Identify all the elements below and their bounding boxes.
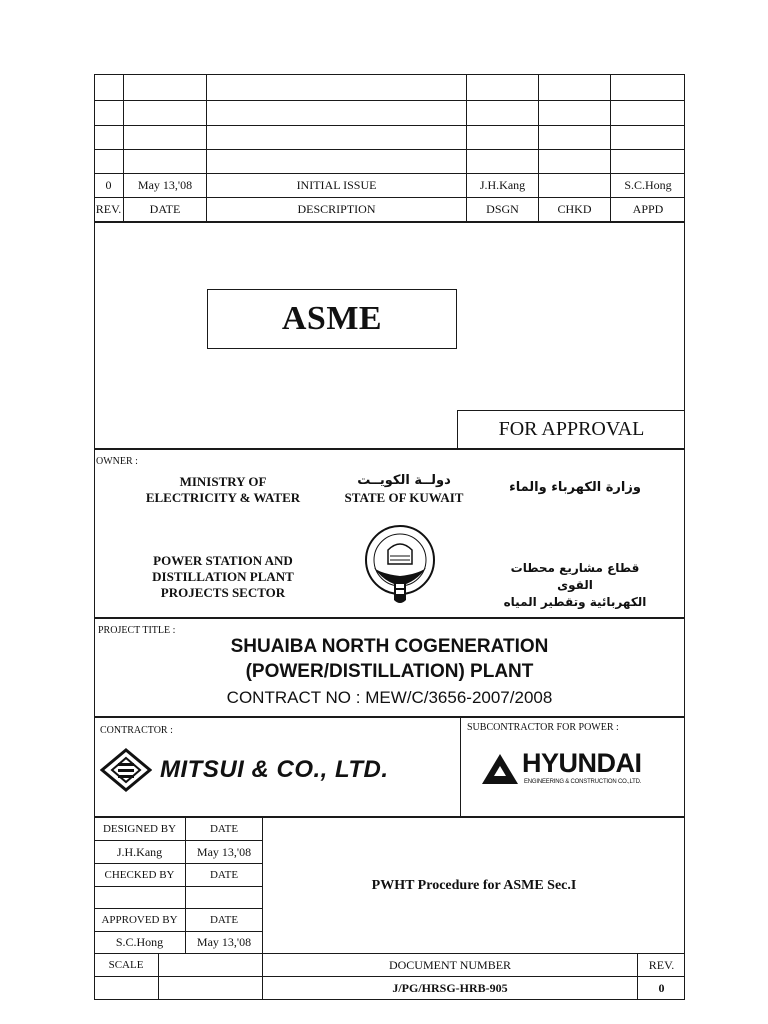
sector-line-2: DISTILLATION PLANT	[152, 569, 294, 584]
contractor-label: CONTRACTOR :	[100, 725, 173, 736]
rev-header-appd: APPD	[632, 202, 664, 216]
approved-by-label: APPROVED BY	[101, 914, 178, 926]
designed-by-label: DESIGNED BY	[102, 823, 177, 835]
approved-date-label: DATE	[209, 914, 239, 926]
approved-name: S.C.Hong	[115, 935, 164, 949]
status-box	[457, 410, 685, 448]
sector-arabic	[495, 560, 655, 611]
rev-entry-appd: S.C.Hong	[624, 178, 672, 192]
ministry-line-2: ELECTRICITY & WATER	[145, 490, 301, 505]
rev-row-line	[94, 125, 685, 126]
project-section-top	[94, 617, 685, 619]
rev-entry-chkd	[539, 174, 610, 197]
rev-entry-rev: 0	[105, 178, 112, 192]
project-label: PROJECT TITLE :	[98, 625, 176, 636]
rev-entry-description: INITIAL ISSUE	[296, 178, 377, 192]
rev-label: REV.	[648, 957, 675, 972]
checked-by-label: CHECKED BY	[104, 869, 175, 881]
rev-row-line	[94, 149, 685, 150]
owner-section-top	[94, 448, 685, 450]
state-block	[332, 472, 476, 506]
contractor-section-top	[94, 716, 685, 718]
sector-line-1: POWER STATION AND	[153, 553, 293, 568]
document-title: PWHT Procedure for ASME Sec.I	[371, 877, 577, 893]
designed-date-label: DATE	[209, 823, 239, 835]
rev-header-rev: REV.	[95, 202, 122, 216]
hyundai-logo-text: HYUNDAI	[522, 748, 642, 778]
state-english: STATE OF KUWAIT	[344, 490, 464, 505]
hyundai-logo-icon	[480, 752, 520, 786]
rev-header-description: DESCRIPTION	[297, 202, 376, 216]
ministry-line-1: MINISTRY OF	[179, 474, 267, 489]
contractor-divider	[460, 716, 461, 816]
ministry-name	[128, 474, 318, 506]
doc-number-label: DOCUMENT NUMBER	[388, 957, 512, 972]
checked-date-label: DATE	[209, 869, 239, 881]
rev-value: 0	[658, 981, 665, 995]
rev-entry-dsgn: J.H.Kang	[479, 178, 526, 192]
sector-arabic-line-2: الكهربائية وتقطير المياه	[503, 595, 647, 609]
rev-header-date: DATE	[149, 202, 181, 216]
kuwait-emblem-icon	[360, 520, 440, 608]
hyundai-logo-tagline: ENGINEERING & CONSTRUCTION CO.,LTD.	[524, 779, 642, 785]
approved-date: May 13,'08	[196, 935, 252, 949]
rev-row-line	[94, 100, 685, 101]
footer-col-line	[158, 953, 159, 1000]
owner-label: OWNER :	[96, 456, 138, 467]
mitsui-logo-text: MITSUI & CO., LTD.	[160, 756, 389, 783]
rev-header-chkd: CHKD	[557, 202, 592, 216]
designed-name: J.H.Kang	[116, 844, 163, 859]
mitsui-logo-icon	[100, 748, 152, 792]
status-text: FOR APPROVAL	[498, 418, 645, 440]
rev-table-bottom	[94, 221, 685, 223]
project-title-line-2: (POWER/DISTILLATION) PLANT	[245, 661, 534, 682]
sector-line-3: PROJECTS SECTOR	[160, 585, 286, 600]
sector-arabic-line-1: قطاع مشاريع محطات القوى	[510, 561, 640, 592]
designed-date: May 13,'08	[196, 844, 252, 859]
subcontractor-label: SUBCONTRACTOR FOR POWER :	[467, 722, 619, 733]
rev-header-dsgn: DSGN	[486, 202, 519, 216]
state-arabic: دولــة الكويــت	[357, 473, 451, 488]
asme-title-text: ASME	[281, 300, 383, 337]
ministry-arabic: وزارة الكهرباء والماء	[509, 480, 641, 495]
asme-title-box	[207, 289, 457, 349]
signoff-row-line	[94, 886, 262, 887]
contract-number: CONTRACT NO : MEW/C/3656-2007/2008	[226, 688, 553, 707]
scale-label: SCALE	[108, 959, 144, 971]
sector-name	[128, 553, 318, 601]
rev-entry-date: May 13,'08	[137, 178, 193, 192]
project-title-line-1: SHUAIBA NORTH COGENERATION	[230, 636, 549, 657]
doc-number: J/PG/HRSG-HRB-905	[392, 981, 508, 995]
